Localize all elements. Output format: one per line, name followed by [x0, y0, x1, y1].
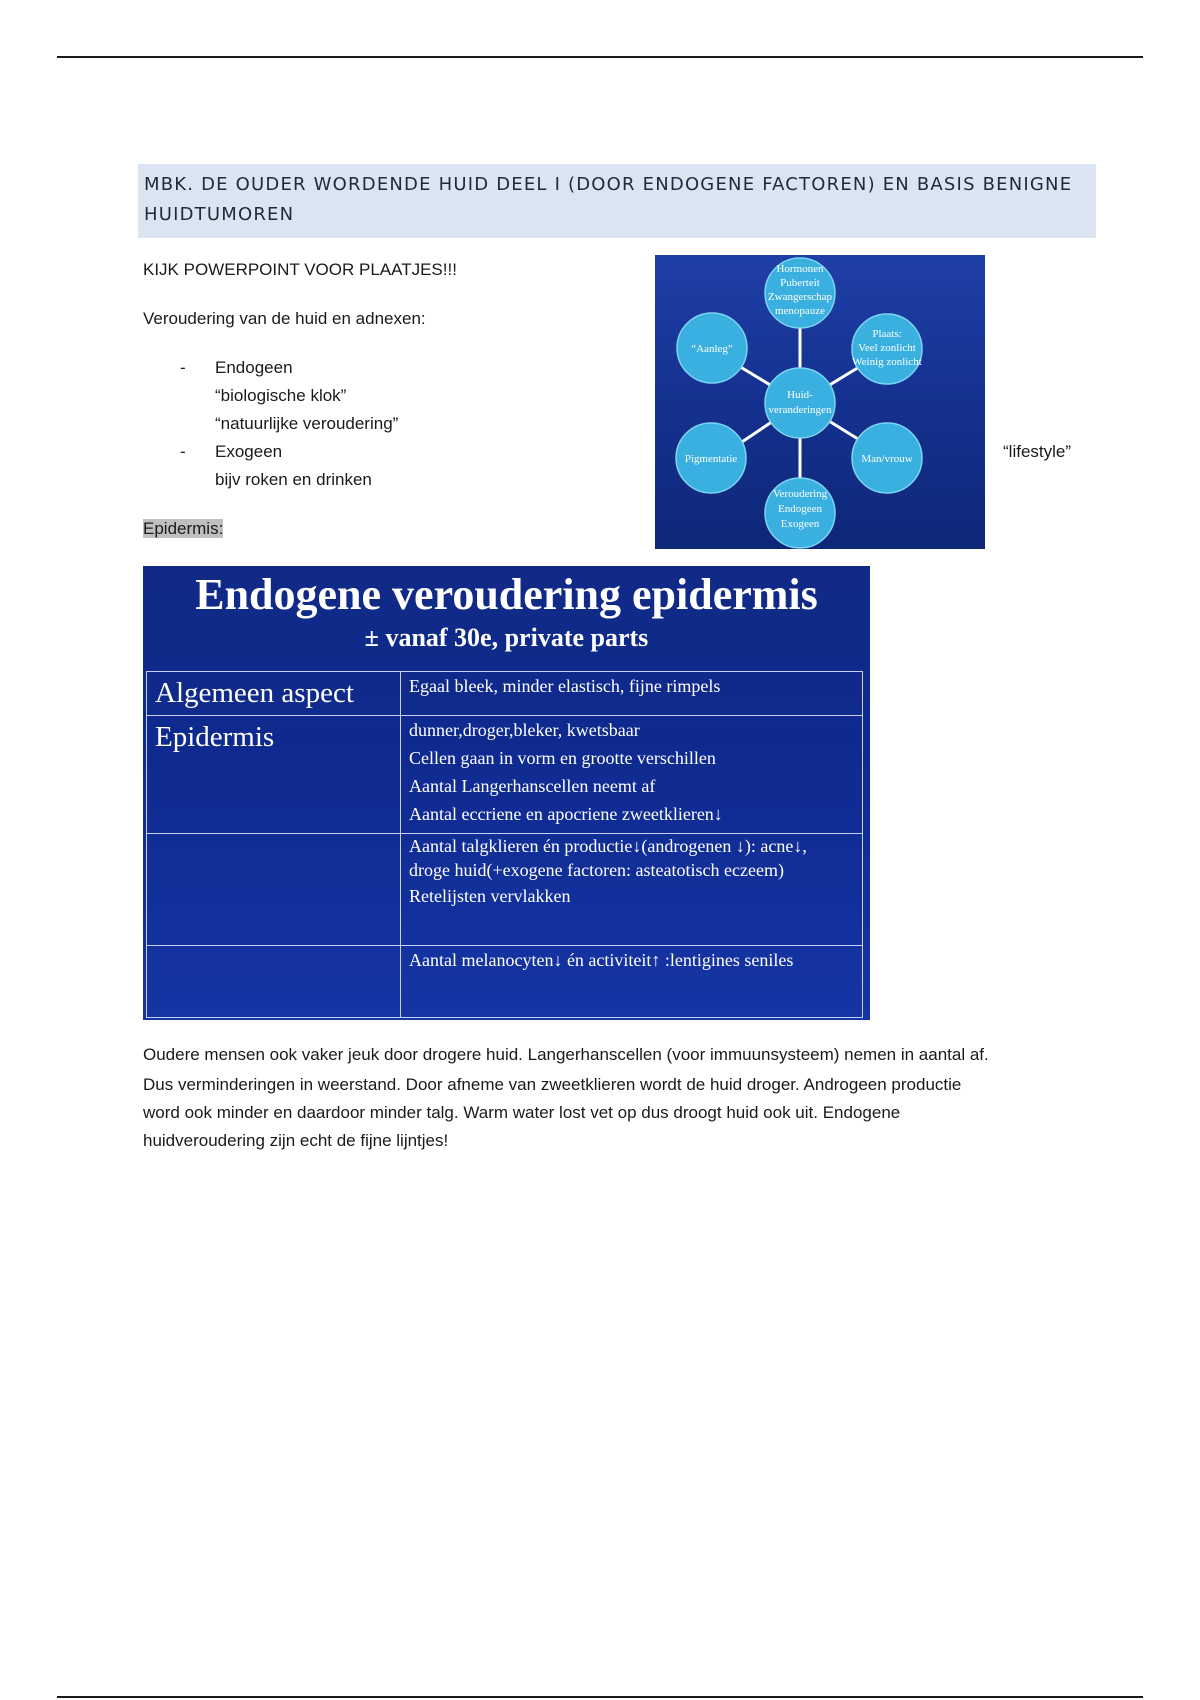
row-content: [401, 716, 863, 834]
bullet-endogeen: Endogeen: [215, 358, 293, 377]
bullet-exogeen-line: bijv roken en drinken: [215, 470, 372, 489]
epidermis-slide: [143, 566, 870, 1020]
node-lower-right-text: Man/vrouw: [861, 453, 913, 465]
node-upper-right-text: Veel zonlicht: [858, 342, 916, 354]
node-bottom-text: Endogeen: [778, 503, 822, 515]
row-line: Aantal talgklieren én productie↓(androgenen ↓): acne↓,: [409, 836, 807, 856]
table-row: [147, 834, 863, 946]
node-upper-left-text: “Aanleg”: [691, 343, 733, 355]
row-line: dunner,droger,bleker, kwetsbaar: [409, 720, 640, 740]
body-line: word ook minder en daardoor minder talg. Warm water lost vet op dus droogt huid ook uit. Endogene: [143, 1103, 901, 1122]
node-bottom-text: Veroudering: [772, 488, 828, 500]
slide-title: Endogene veroudering epidermis: [195, 570, 818, 619]
table-row: [147, 946, 863, 1018]
heading-line-2: HUIDTUMOREN: [144, 204, 295, 225]
body-line: Oudere mensen ook vaker jeuk door drogere huid. Langerhanscellen (voor immuunsysteem) nemen in aantal af.: [143, 1045, 989, 1064]
node-upper-right-text: Plaats:: [872, 328, 902, 340]
footer-rule: [57, 1696, 1143, 1698]
node-top-text: Puberteit: [780, 277, 820, 289]
node-center-text: Huid-: [787, 389, 813, 401]
bullet-endogeen-line: “natuurlijke veroudering”: [215, 414, 399, 433]
row-label: [147, 946, 401, 1018]
row-line: Aantal Langerhanscellen neemt af: [409, 776, 656, 796]
bullet-dash: -: [180, 358, 186, 377]
row-label: Algemeen aspect: [147, 672, 401, 716]
row-content: [401, 946, 863, 1018]
node-top-text: Hormonen: [776, 263, 824, 275]
node-top-text: Zwangerschap: [767, 291, 833, 303]
heading-line-1: MBK. DE OUDER WORDENDE HUID DEEL I (DOOR ENDOGENE FACTOREN) EN BASIS BENIGNE: [144, 174, 1073, 195]
header-rule: [57, 56, 1143, 58]
node-center: [765, 368, 835, 438]
node-upper-right-text: Weinig zonlicht: [852, 356, 922, 368]
row-line: Aantal eccriene en apocriene zweetklieren↓: [409, 804, 723, 824]
body-line: Dus verminderingen in weerstand. Door afneme van zweetklieren wordt de huid droger. Androgeen productie: [143, 1075, 962, 1094]
lifestyle-label: “lifestyle”: [1003, 442, 1072, 461]
table-row: [147, 716, 863, 834]
body-line: huidveroudering zijn echt de fijne lijntjes!: [143, 1131, 449, 1150]
lead-text: Veroudering van de huid en adnexen:: [143, 309, 426, 328]
skin-change-diagram: [655, 255, 985, 549]
bullet-dash: -: [180, 442, 186, 461]
node-center-text: veranderingen: [768, 404, 832, 416]
bullet-exogeen: Exogeen: [215, 442, 283, 461]
row-content: [401, 672, 863, 716]
powerpoint-note: KIJK POWERPOINT VOOR PLAATJES!!!: [143, 260, 457, 279]
bullet-endogeen-line: “biologische klok”: [215, 386, 347, 405]
aging-table: [146, 671, 863, 1018]
row-label: [147, 834, 401, 946]
table-row: [147, 672, 863, 716]
slide-subtitle: ± vanaf 30e, private parts: [364, 623, 649, 652]
section-heading: [138, 164, 1096, 238]
row-line: Retelijsten vervlakken: [409, 886, 571, 906]
row-content: [401, 834, 863, 946]
row-line: Aantal melanocyten↓ én activiteit↑ :lentigines seniles: [409, 950, 794, 970]
diagram-svg: [655, 255, 985, 549]
row-line: Cellen gaan in vorm en grootte verschillen: [409, 748, 716, 768]
node-bottom-text: Exogeen: [780, 518, 820, 530]
node-lower-left-text: Pigmentatie: [684, 453, 738, 465]
node-top-text: menopauze: [774, 305, 826, 317]
row-line: droge huid(+exogene factoren: asteatotisch eczeem): [409, 860, 784, 880]
row-label: Epidermis: [147, 716, 401, 834]
epidermis-label: Epidermis:: [143, 519, 224, 538]
row-line: Egaal bleek, minder elastisch, fijne rimpels: [409, 676, 721, 696]
